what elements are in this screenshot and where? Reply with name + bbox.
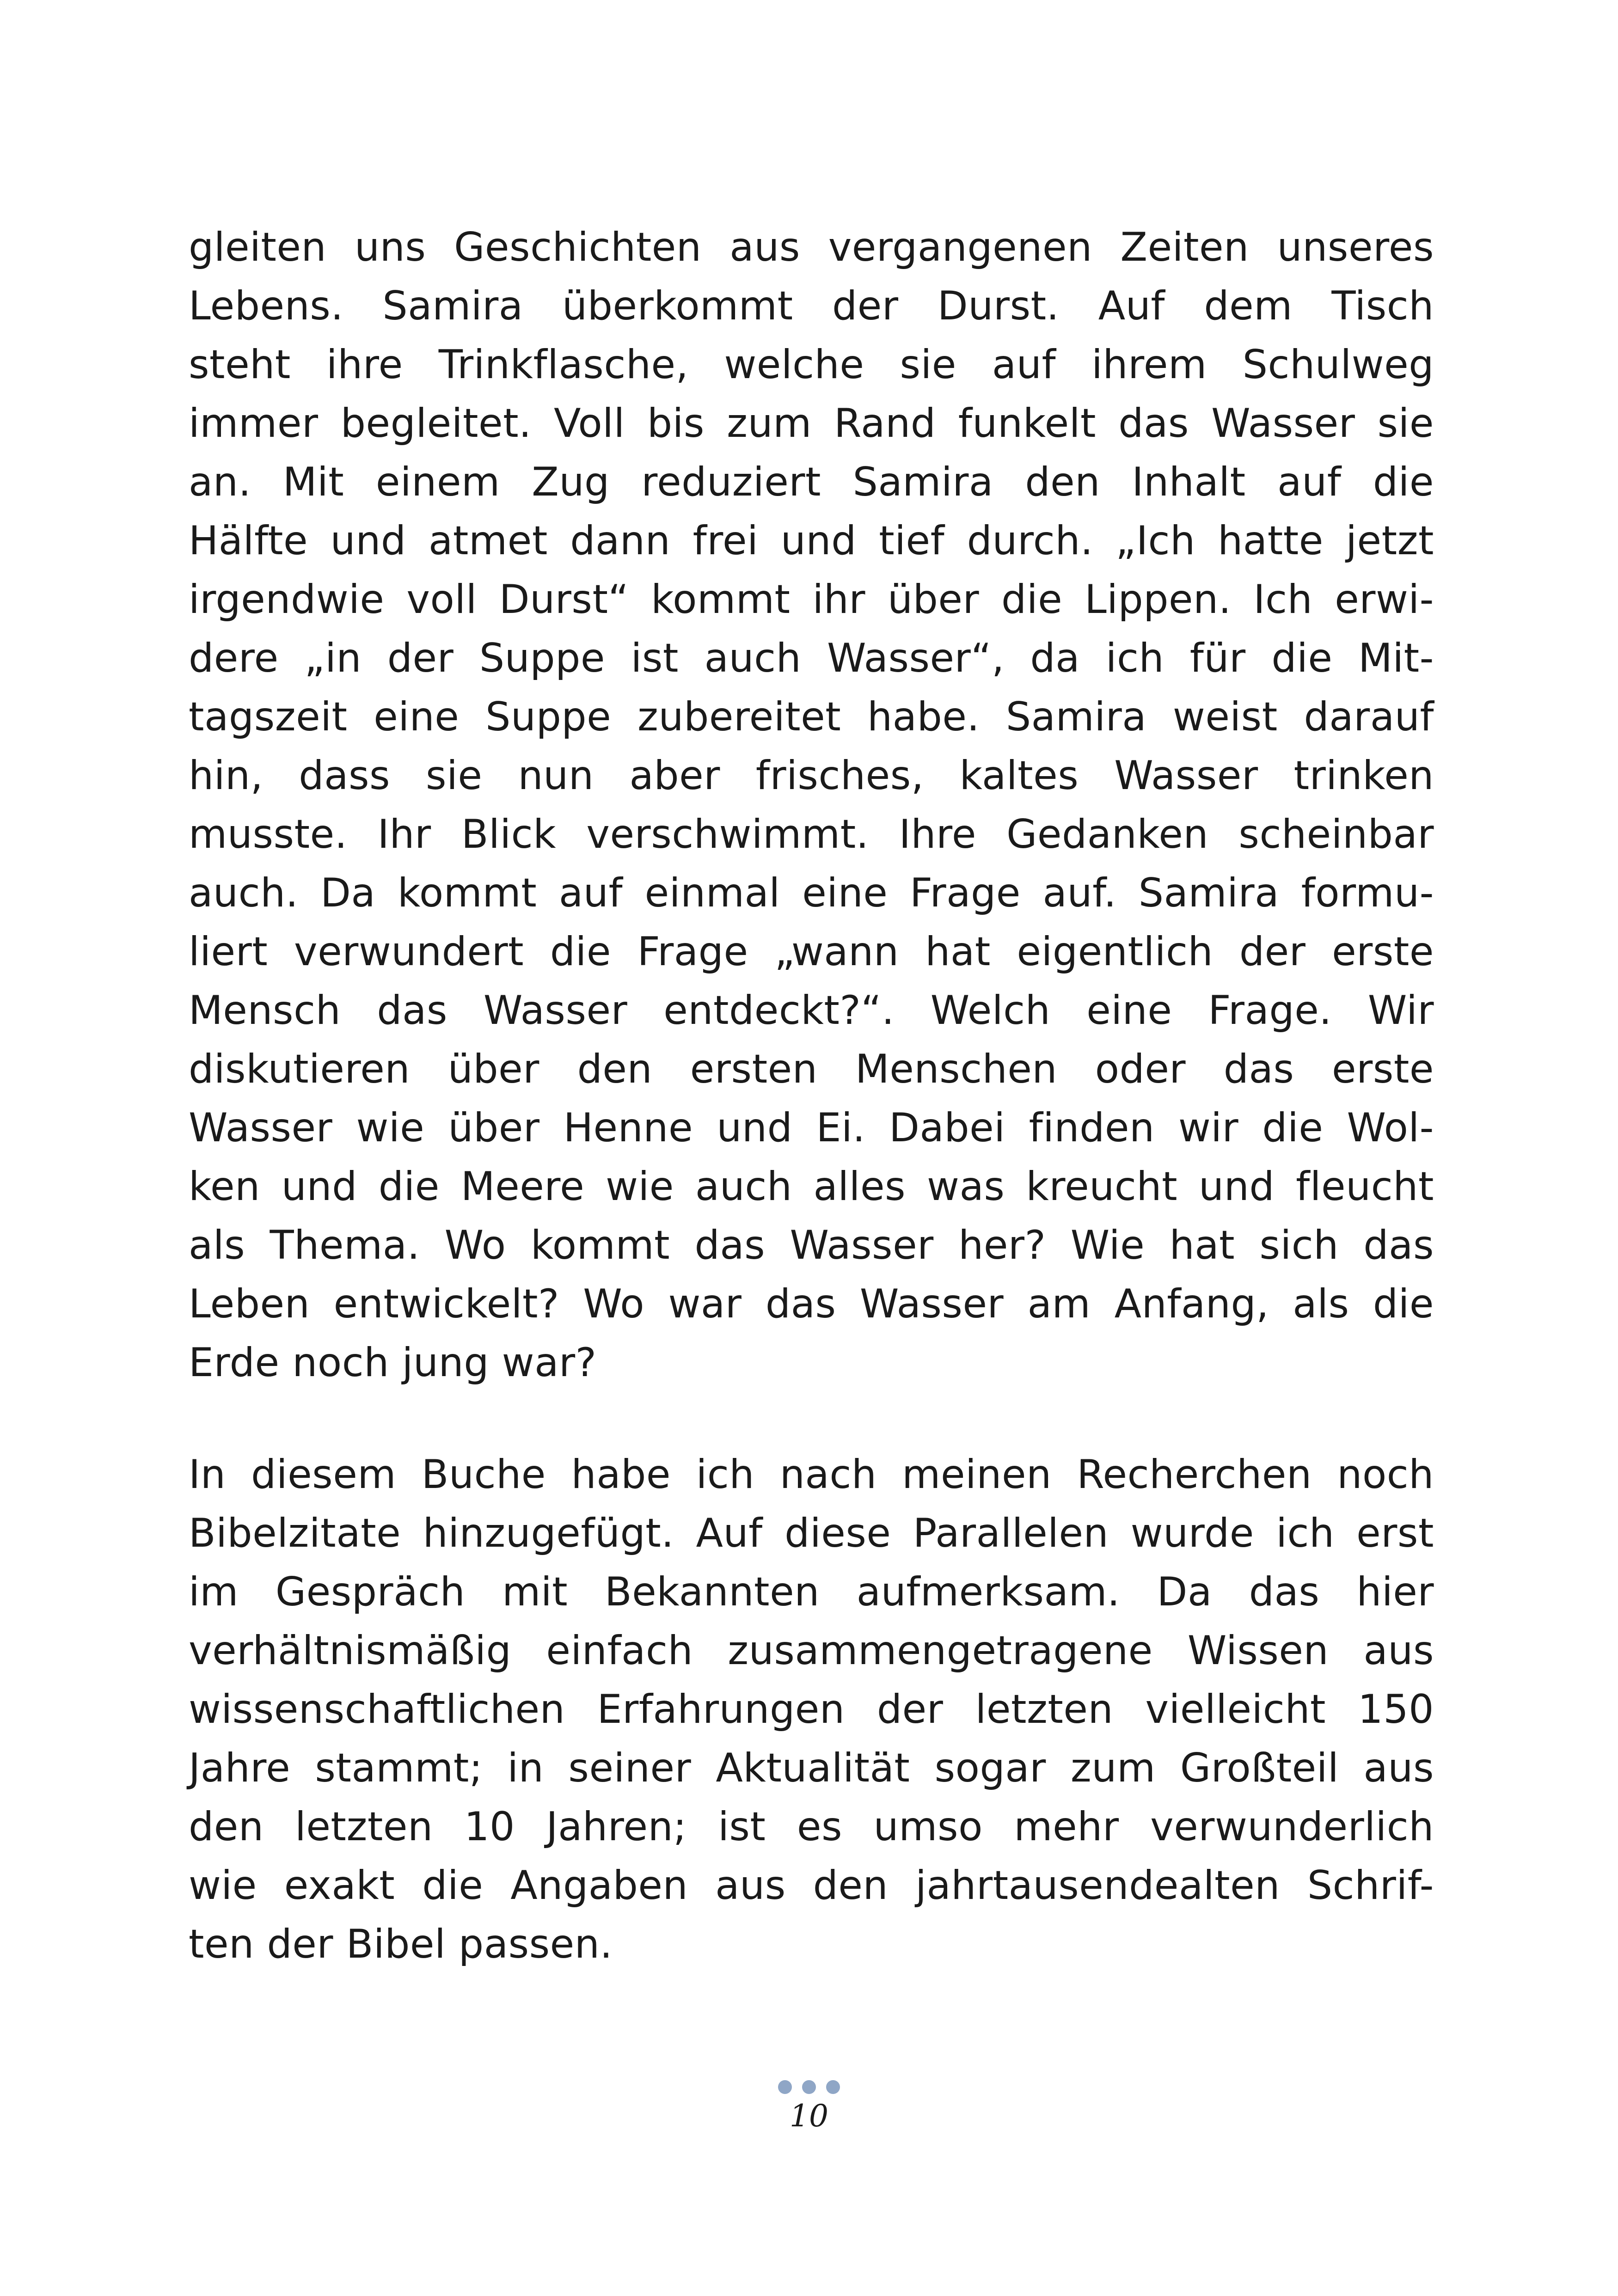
page-footer xyxy=(763,2080,855,2135)
text-line: Jahre stammt; in seiner Aktualität sogar zum Großteil aus xyxy=(189,1745,1434,1791)
page-number: 10 xyxy=(790,2098,828,2134)
paragraph-1 xyxy=(189,218,1434,1392)
text-line: steht ihre Trinkflasche, welche sie auf ihrem Schulweg xyxy=(189,342,1434,388)
text-line: diskutieren über den ersten Menschen oder das erste xyxy=(189,1047,1434,1092)
dot-icon xyxy=(826,2080,840,2094)
text-line: musste. Ihr Blick verschwimmt. Ihre Gedanken scheinbar xyxy=(189,812,1434,857)
text-line: Mensch das Wasser entdeckt?“. Welch eine Frage. Wir xyxy=(189,988,1434,1034)
text-line: im Gespräch mit Bekannten aufmerksam. Da das hier xyxy=(189,1569,1434,1615)
text-line: ten der Bibel passen. xyxy=(189,1922,613,1967)
text-line: liert verwundert die Frage „wann hat eigentlich der erste xyxy=(189,929,1434,975)
text-line: wie exakt die Angaben aus den jahrtausendealten Schrif- xyxy=(189,1863,1434,1909)
text-line: dere „in der Suppe ist auch Wasser“, da ich für die Mit- xyxy=(189,636,1434,681)
text-line: hin, dass sie nun aber frisches, kaltes Wasser trinken xyxy=(189,753,1434,799)
text-line: den letzten 10 Jahren; ist es umso mehr verwunderlich xyxy=(189,1804,1434,1850)
text-line: Erde noch jung war? xyxy=(189,1340,597,1386)
text-line: verhältnismäßig einfach zusammengetragene Wissen aus xyxy=(189,1628,1434,1674)
text-line: wissenschaftlichen Erfahrungen der letzten vielleicht 150 xyxy=(189,1687,1434,1733)
dot-icon xyxy=(802,2080,816,2094)
text-line: als Thema. Wo kommt das Wasser her? Wie hat sich das xyxy=(189,1223,1434,1268)
ornament-dots-icon xyxy=(763,2080,855,2096)
paragraph-2 xyxy=(189,1445,1434,1974)
text-line: In diesem Buche habe ich nach meinen Recherchen noch xyxy=(189,1452,1434,1498)
text-line: irgendwie voll Durst“ kommt ihr über die Lippen. Ich erwi- xyxy=(189,577,1434,623)
text-line: immer begleitet. Voll bis zum Rand funkelt das Wasser sie xyxy=(189,401,1434,447)
text-line: Bibelzitate hinzugefügt. Auf diese Parallelen wurde ich erst xyxy=(189,1511,1434,1556)
text-line: ken und die Meere wie auch alles was kreucht und fleucht xyxy=(189,1164,1434,1210)
text-line: Hälfte und atmet dann frei und tief durch. „Ich hatte jetzt xyxy=(189,518,1434,564)
dot-icon xyxy=(778,2080,792,2094)
text-line: tagszeit eine Suppe zubereitet habe. Samira weist darauf xyxy=(189,694,1434,740)
text-line: Wasser wie über Henne und Ei. Dabei finden wir die Wol- xyxy=(189,1105,1434,1151)
text-line: Lebens. Samira überkommt der Durst. Auf dem Tisch xyxy=(189,283,1434,329)
text-line: auch. Da kommt auf einmal eine Frage auf. Samira formu- xyxy=(189,870,1434,916)
text-line: an. Mit einem Zug reduziert Samira den Inhalt auf die xyxy=(189,459,1434,505)
text-line: gleiten uns Geschichten aus vergangenen Zeiten unseres xyxy=(189,225,1434,270)
text-line: Leben entwickelt? Wo war das Wasser am Anfang, als die xyxy=(189,1281,1434,1327)
